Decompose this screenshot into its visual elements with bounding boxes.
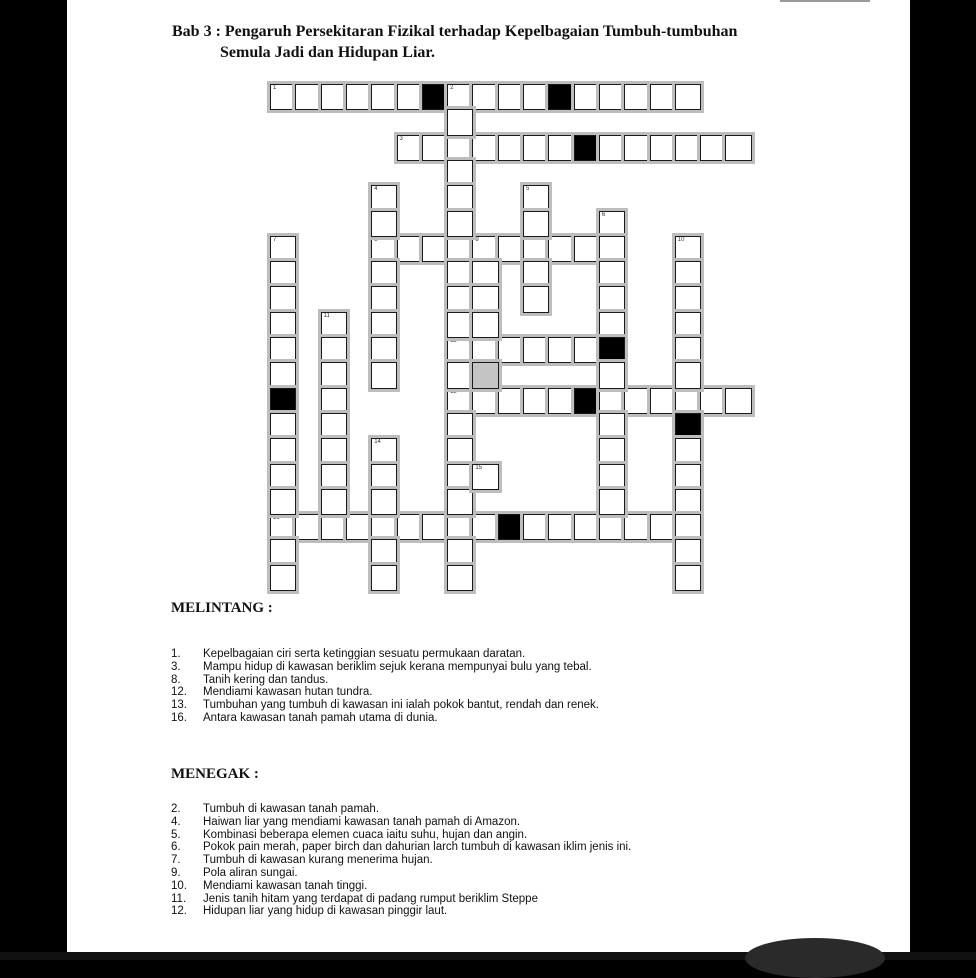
crossword-block-cell xyxy=(498,514,524,540)
clue-num: 1. xyxy=(171,648,181,660)
crossword-cell[interactable] xyxy=(675,388,701,414)
crossword-cell[interactable] xyxy=(270,362,296,388)
crossword-cell[interactable] xyxy=(650,514,676,540)
crossword-cell[interactable] xyxy=(447,286,473,312)
crossword-cell[interactable] xyxy=(624,388,650,414)
crossword-block-cell xyxy=(548,84,574,110)
clue-num: 9. xyxy=(171,866,181,879)
clue-text: Pola aliran sungai. xyxy=(203,866,298,879)
down-clue xyxy=(171,829,631,842)
down-clue xyxy=(171,803,631,816)
crossword-cell[interactable] xyxy=(371,362,397,388)
crossword-cell[interactable] xyxy=(675,438,701,464)
clue-num: 2. xyxy=(171,803,181,815)
crossword-cell[interactable] xyxy=(675,84,701,110)
crossword-grid xyxy=(67,0,910,600)
across-clue xyxy=(171,699,599,712)
crossword-cell[interactable] xyxy=(599,261,625,287)
crossword-cell[interactable] xyxy=(472,135,498,161)
crossword-shaded-cell[interactable] xyxy=(472,362,498,388)
clue-text: Mampu hidup di kawasan beriklim sejuk kerana mempunyai bulu yang tebal. xyxy=(203,660,592,673)
crossword-cell[interactable] xyxy=(371,464,397,490)
crossword-cell[interactable] xyxy=(472,312,498,338)
crossword-cell[interactable] xyxy=(447,312,473,338)
crossword-cell[interactable] xyxy=(675,286,701,312)
crossword-cell[interactable] xyxy=(295,84,321,110)
crossword-cell[interactable] xyxy=(675,565,701,591)
crossword-cell[interactable] xyxy=(321,413,347,439)
crossword-cell[interactable] xyxy=(270,539,296,565)
crossword-cell[interactable] xyxy=(548,388,574,414)
crossword-cell[interactable] xyxy=(700,388,726,414)
clue-number: 15 xyxy=(475,464,483,471)
crossword-cell[interactable] xyxy=(675,464,701,490)
clue-num: 6. xyxy=(171,841,181,854)
crossword-cell[interactable] xyxy=(270,438,296,464)
crossword-cell[interactable] xyxy=(447,362,473,388)
crossword-cell[interactable] xyxy=(447,185,473,211)
crossword-cell[interactable] xyxy=(371,312,397,338)
clue-num: 4. xyxy=(171,815,181,828)
crossword-cell[interactable] xyxy=(371,337,397,363)
crossword-cell[interactable] xyxy=(624,135,650,161)
crossword-cell[interactable] xyxy=(295,514,321,540)
crossword-cell[interactable] xyxy=(371,286,397,312)
across-heading: MELINTANG : xyxy=(171,600,273,616)
crossword-cell[interactable] xyxy=(472,388,498,414)
crossword-cell[interactable] xyxy=(523,84,549,110)
clue-number: 1 xyxy=(273,85,277,91)
crossword-cell[interactable] xyxy=(447,438,473,464)
crossword-cell[interactable] xyxy=(498,236,524,262)
clue-number: 9 xyxy=(475,236,479,243)
crossword-cell[interactable] xyxy=(599,362,625,388)
crossword-cell[interactable] xyxy=(270,514,296,540)
crossword-cell[interactable] xyxy=(422,236,448,262)
crossword-cell[interactable] xyxy=(599,211,625,237)
crossword-cell[interactable] xyxy=(472,84,498,110)
crossword-cell[interactable] xyxy=(624,514,650,540)
crossword-cell[interactable] xyxy=(599,388,625,414)
crossword-cell[interactable] xyxy=(725,135,751,161)
crossword-cell[interactable] xyxy=(371,236,397,262)
crossword-cell[interactable] xyxy=(498,135,524,161)
crossword-cell[interactable] xyxy=(270,337,296,363)
crossword-cell[interactable] xyxy=(599,312,625,338)
crossword-cell[interactable] xyxy=(447,464,473,490)
clue-number: 10 xyxy=(677,236,685,243)
crossword-cell[interactable] xyxy=(270,312,296,338)
crossword-cell[interactable] xyxy=(422,135,448,161)
crossword-cell[interactable] xyxy=(675,539,701,565)
crossword-cell[interactable] xyxy=(650,135,676,161)
crossword-cell[interactable] xyxy=(472,286,498,312)
clue-number: 3 xyxy=(399,135,403,142)
clue-num: 3. xyxy=(171,660,181,673)
crossword-cell[interactable] xyxy=(675,312,701,338)
crossword-cell[interactable] xyxy=(548,135,574,161)
crossword-cell[interactable] xyxy=(472,464,498,490)
crossword-cell[interactable] xyxy=(321,489,347,515)
clue-number: 14 xyxy=(374,439,381,446)
crossword-cell[interactable] xyxy=(447,337,473,363)
crossword-block-cell xyxy=(270,388,296,414)
crossword-cell[interactable] xyxy=(574,84,600,110)
crossword-cell[interactable] xyxy=(599,489,625,515)
clue-text: Tumbuh di kawasan tanah pamah. xyxy=(203,803,380,815)
crossword-cell[interactable] xyxy=(447,565,473,591)
crossword-cell[interactable] xyxy=(523,185,549,211)
clue-number: 13 xyxy=(450,388,457,395)
down-clue xyxy=(171,893,631,906)
crossword-cell[interactable] xyxy=(447,160,473,186)
crossword-cell[interactable] xyxy=(599,236,625,262)
clue-num: 5. xyxy=(171,828,181,841)
crossword-cell[interactable] xyxy=(472,261,498,287)
crossword-cell[interactable] xyxy=(371,84,397,110)
crossword-cell[interactable] xyxy=(371,539,397,565)
crossword-cell[interactable] xyxy=(270,464,296,490)
crossword-cell[interactable] xyxy=(599,135,625,161)
crossword-cell[interactable] xyxy=(371,514,397,540)
crossword-cell[interactable] xyxy=(321,514,347,540)
clue-num: 8. xyxy=(171,673,181,686)
clue-text: Tanih kering dan tandus. xyxy=(203,673,329,686)
crossword-cell[interactable] xyxy=(321,84,347,110)
crossword-cell[interactable] xyxy=(650,84,676,110)
crossword-cell[interactable] xyxy=(675,514,701,540)
crossword-cell[interactable] xyxy=(472,337,498,363)
crossword-cell[interactable] xyxy=(447,514,473,540)
crossword-cell[interactable] xyxy=(321,312,347,338)
across-clue xyxy=(171,661,599,674)
crossword-cell[interactable] xyxy=(599,413,625,439)
crossword-cell[interactable] xyxy=(447,211,473,237)
crossword-block-cell xyxy=(574,388,600,414)
clue-num: 10. xyxy=(171,879,187,892)
crossword-cell[interactable] xyxy=(270,489,296,515)
crossword-block-cell xyxy=(599,337,625,363)
crossword-block-cell xyxy=(574,135,600,161)
crossword-cell[interactable] xyxy=(371,489,397,515)
crossword-cell[interactable] xyxy=(397,84,423,110)
clue-num: 13. xyxy=(171,699,187,712)
clue-number: 6 xyxy=(601,211,606,218)
across-clue xyxy=(171,648,599,661)
crossword-cell[interactable] xyxy=(675,236,701,262)
crossword-cell[interactable] xyxy=(321,337,347,363)
crossword-cell[interactable] xyxy=(523,388,549,414)
clue-text: Tumbuh di kawasan kurang menerima hujan. xyxy=(203,854,433,867)
crossword-cell[interactable] xyxy=(321,438,347,464)
crossword-cell[interactable] xyxy=(548,337,574,363)
crossword-cell[interactable] xyxy=(574,236,600,262)
crossword-cell[interactable] xyxy=(548,514,574,540)
clue-num: 7. xyxy=(171,854,181,867)
crossword-cell[interactable] xyxy=(599,438,625,464)
down-clue xyxy=(171,854,631,867)
crossword-cell[interactable] xyxy=(397,236,423,262)
crossword-cell[interactable] xyxy=(447,135,473,161)
clue-number: 16 xyxy=(273,515,280,522)
crossword-cell[interactable] xyxy=(523,337,549,363)
down-clue xyxy=(171,867,631,880)
crossword-cell[interactable] xyxy=(447,84,473,110)
crossword-cell[interactable] xyxy=(700,135,726,161)
crossword-cell[interactable] xyxy=(447,109,473,135)
crossword-cell[interactable] xyxy=(371,261,397,287)
crossword-cell[interactable] xyxy=(523,514,549,540)
crossword-cell[interactable] xyxy=(422,514,448,540)
crossword-cell[interactable] xyxy=(574,514,600,540)
crossword-cell[interactable] xyxy=(498,388,524,414)
crossword-cell[interactable] xyxy=(548,236,574,262)
across-clue xyxy=(171,712,599,725)
crossword-cell[interactable] xyxy=(599,464,625,490)
crossword-cell[interactable] xyxy=(447,489,473,515)
clue-number: 7 xyxy=(273,236,277,243)
down-clue xyxy=(171,880,631,893)
down-clue xyxy=(171,816,631,829)
crossword-cell[interactable] xyxy=(523,236,549,262)
crossword-cell[interactable] xyxy=(321,362,347,388)
crossword-block-cell xyxy=(675,413,701,439)
clue-text: Mendiami kawasan tanah tinggi. xyxy=(203,879,368,892)
across-clue xyxy=(171,674,599,687)
clue-text: Haiwan liar yang mendiami kawasan tanah pamah di Amazon. xyxy=(203,815,521,828)
crossword-cell[interactable] xyxy=(472,514,498,540)
crossword-cell[interactable] xyxy=(498,84,524,110)
crossword-cell[interactable] xyxy=(371,565,397,591)
bottom-overlay xyxy=(745,938,885,978)
crossword-cell[interactable] xyxy=(675,337,701,363)
crossword-cell[interactable] xyxy=(371,185,397,211)
clue-number: 8 xyxy=(374,236,378,243)
crossword-cell[interactable] xyxy=(599,286,625,312)
crossword-cell[interactable] xyxy=(270,286,296,312)
down-clue xyxy=(171,841,631,854)
crossword-cell[interactable] xyxy=(472,236,498,262)
crossword-cell[interactable] xyxy=(346,514,372,540)
clue-text: Kombinasi beberapa elemen cuaca iaitu suhu, hujan dan angin. xyxy=(203,828,528,841)
crossword-cell[interactable] xyxy=(498,337,524,363)
clue-number: 5 xyxy=(526,186,530,193)
clue-number: 11 xyxy=(323,312,330,319)
clue-text: Mendiami kawasan hutan tundra. xyxy=(203,686,373,699)
crossword-cell[interactable] xyxy=(523,211,549,237)
crossword-cell[interactable] xyxy=(371,438,397,464)
crossword-block-cell xyxy=(422,84,448,110)
clue-number: 12 xyxy=(450,338,457,344)
crossword-cell[interactable] xyxy=(447,236,473,262)
crossword-cell[interactable] xyxy=(675,489,701,515)
crossword-cell[interactable] xyxy=(599,84,625,110)
clue-number: 2 xyxy=(450,85,454,91)
crossword-cell[interactable] xyxy=(523,135,549,161)
across-clue xyxy=(171,686,599,699)
crossword-cell[interactable] xyxy=(270,413,296,439)
clue-number: 4 xyxy=(374,186,378,193)
crossword-cell[interactable] xyxy=(523,261,549,287)
clue-text: Antara kawasan tanah pamah utama di dunia. xyxy=(203,711,438,724)
crossword-cell[interactable] xyxy=(447,261,473,287)
down-clue-list xyxy=(171,803,631,918)
crossword-cell[interactable] xyxy=(675,261,701,287)
crossword-cell[interactable] xyxy=(371,211,397,237)
crossword-cell[interactable] xyxy=(447,413,473,439)
crossword-cell[interactable] xyxy=(397,135,423,161)
crossword-cell[interactable] xyxy=(270,84,296,110)
crossword-cell[interactable] xyxy=(675,362,701,388)
crossword-cell[interactable] xyxy=(599,514,625,540)
crossword-cell[interactable] xyxy=(270,565,296,591)
down-heading: MENEGAK : xyxy=(171,766,259,782)
crossword-cell[interactable] xyxy=(725,388,751,414)
crossword-cell[interactable] xyxy=(270,261,296,287)
crossword-cell[interactable] xyxy=(447,388,473,414)
clue-text: Tumbuhan yang tumbuh di kawasan ini ialah pokok bantut, rendah dan renek. xyxy=(203,699,599,712)
crossword-cell[interactable] xyxy=(321,464,347,490)
crossword-cell[interactable] xyxy=(397,514,423,540)
clue-text: Pokok pain merah, paper birch dan dahurian larch tumbuh di kawasan iklim jenis ini. xyxy=(203,841,632,854)
crossword-cell[interactable] xyxy=(650,388,676,414)
clue-num: 11. xyxy=(171,892,187,905)
crossword-cell[interactable] xyxy=(321,388,347,414)
clue-num: 12. xyxy=(171,905,187,918)
title-line-2: Semula Jadi dan Hidupan Liar. xyxy=(220,44,436,61)
clue-text: Jenis tanih hitam yang terdapat di padang rumput beriklim Steppe xyxy=(203,892,538,905)
across-clue-list xyxy=(171,648,599,725)
crossword-cell[interactable] xyxy=(675,135,701,161)
crossword-cell[interactable] xyxy=(346,84,372,110)
worksheet-page xyxy=(67,0,910,960)
clue-text: Hidupan liar yang hidup di kawasan pinggir laut. xyxy=(203,905,448,918)
clue-num: 16. xyxy=(171,711,187,724)
down-clue xyxy=(171,905,631,918)
crossword-cell[interactable] xyxy=(523,286,549,312)
title-line-1: Bab 3 : Pengaruh Persekitaran Fizikal terhadap Kepelbagaian Tumbuh-tumbuhan xyxy=(172,23,738,40)
crossword-cell[interactable] xyxy=(447,539,473,565)
crossword-cell[interactable] xyxy=(624,84,650,110)
clue-num: 12. xyxy=(171,686,187,699)
clue-text: Kepelbagaian ciri serta ketinggian sesuatu permukaan daratan. xyxy=(203,648,526,660)
crossword-cell[interactable] xyxy=(574,337,600,363)
crossword-cell[interactable] xyxy=(270,236,296,262)
